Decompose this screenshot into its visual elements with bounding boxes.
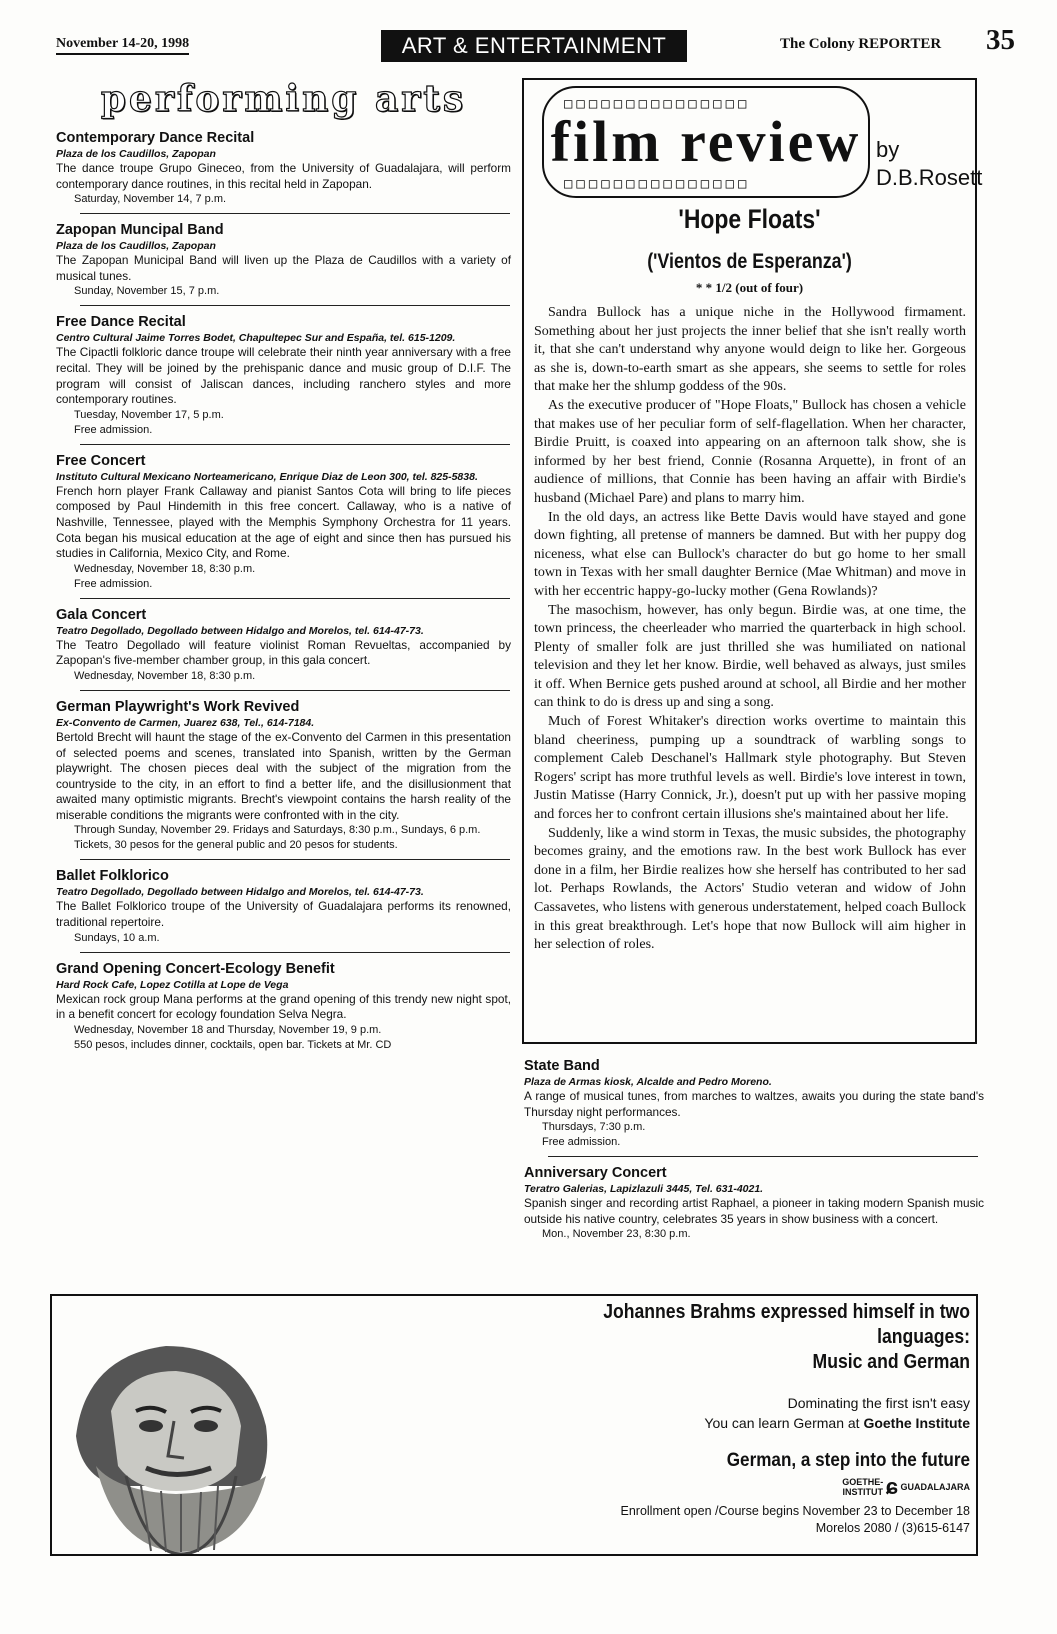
event-time: Wednesday, November 18, 8:30 p.m. bbox=[74, 562, 256, 575]
right-events-column bbox=[524, 1058, 984, 1242]
event-title: German Playwright's Work Revived bbox=[56, 698, 300, 715]
event-title: State Band bbox=[524, 1058, 600, 1074]
ad-address: Morelos 2080 / (3)615-6147 bbox=[815, 1521, 970, 1535]
event-title: Ballet Folklorico bbox=[56, 868, 169, 885]
event-description: A range of musical tunes, from marches to waltzes, awaits you during the state band's Thursday night performances. bbox=[524, 1089, 984, 1119]
movie-title: 'Hope Floats' bbox=[678, 204, 821, 234]
event-venue: Instituto Cultural Mexicano Norteamericano, Enrique Diaz de Leon 300, tel. 825-5838. bbox=[56, 470, 478, 483]
divider bbox=[80, 859, 510, 860]
movie-spanish-title: ('Vientos de Esperanza') bbox=[647, 250, 852, 273]
divider bbox=[80, 690, 510, 691]
event-tickets: 550 pesos, includes dinner, cocktails, open bar. Tickets at Mr. CD bbox=[74, 1038, 392, 1051]
event-description: French horn player Frank Callaway and pianist Santos Cota will bring to life pieces composed by Paul Hindemith in this free concert. Callaway, who is a native of Nashville, Tennessee, played with the Memphis Symphony Orchestra for 11 years. Cota began his musical education at the age of eight and since then has pursued his studies in California, Mexico City, and Rome. bbox=[56, 483, 511, 561]
logo-city: GUADALAJARA bbox=[900, 1482, 970, 1492]
event-tickets: Tickets, 30 pesos for the general public and 20 pesos for students. bbox=[74, 839, 398, 852]
ad-headline: Johannes Brahms expressed himself in two languages: bbox=[603, 1301, 970, 1348]
event-venue: Plaza de los Caudillos, Zapopan bbox=[56, 240, 216, 253]
ad-enrollment: Enrollment open /Course begins November 23 to December 18 bbox=[620, 1504, 970, 1518]
review-body bbox=[534, 304, 966, 955]
review-paragraph: Sandra Bullock has a unique niche in the Hollywood firmament. Something about her just projects the inner belief that she isn't really worth it, that she can't understand why anyone would deign to like her. Gorgeous as she is, down-to-earth smart as she appears, she seems to settle for roles that make her the shlump goddess of the 90s. bbox=[534, 305, 966, 395]
review-paragraph: In the old days, an actress like Bette Davis would have stayed and gone down fighting, all pretense of manners be damned. But with her puppy dog niceness, what else can Bullock's character do but go home to her small town in Texas with her small daughter Bernice (Mae Whitman) and move in with her eccentric happy-go-lucky mother (Gena Rowlands)? bbox=[534, 509, 966, 599]
event-venue: Teratro Galerias, Lapizlazuli 3445, Tel. 631-4021. bbox=[524, 1183, 764, 1196]
event-description: The Cipactli folkloric dance troupe will celebrate their ninth year anniversary with a free recital. They will be joined by the prehispanic dance and music group of D.I.F. The program will consist of Jaliscan dances, including ranchero styles and more contemporary routines. bbox=[56, 345, 511, 407]
event-item bbox=[524, 1165, 984, 1242]
goethe-logo-icon: ɕ bbox=[885, 1474, 898, 1499]
review-byline bbox=[876, 136, 982, 192]
ad-line-text: You can learn German at bbox=[704, 1415, 864, 1431]
event-venue: Teatro Degollado, Degollado between Hidalgo and Morelos, tel. 614-47-73. bbox=[56, 886, 424, 899]
event-time: Tuesday, November 17, 5 p.m. bbox=[74, 408, 224, 421]
event-title: Grand Opening Concert-Ecology Benefit bbox=[56, 960, 335, 977]
event-title: Free Concert bbox=[56, 452, 146, 469]
event-item bbox=[56, 453, 511, 592]
event-item bbox=[56, 607, 511, 684]
event-time: Sundays, 10 a.m. bbox=[74, 931, 160, 944]
event-admission: Free admission. bbox=[74, 423, 153, 436]
film-review-box bbox=[522, 78, 983, 1044]
event-time: Mon., November 23, 8:30 p.m. bbox=[542, 1228, 691, 1241]
event-item bbox=[56, 130, 511, 207]
review-author: D.B.Rosett bbox=[876, 165, 983, 190]
divider bbox=[80, 305, 510, 306]
decorative-boxes-top: □□□□□□□□□□□□□□□ bbox=[564, 96, 751, 112]
event-description: Bertold Brecht will haunt the stage of the ex-Convento del Carmen in this presentation of selected poems and scenes, translated into Spanish, written by the German playwright. The chosen pieces deal with the subject of the migration from the countryside to the city, in an effort to find a better life, and the disillusionment that awaited many optimistic migrants. Brecht's viewpoint contains the harsh reality of the miserable conditions the migrants were confronted with in the city. bbox=[56, 729, 511, 822]
byline-by: by bbox=[876, 137, 900, 162]
event-time: Thursdays, 7:30 p.m. bbox=[542, 1121, 646, 1134]
event-venue: Centro Cultural Jaime Torres Bodet, Chapultepec Sur and España, tel. 615-1209. bbox=[56, 332, 456, 345]
review-paragraph: Much of Forest Whitaker's direction works overtime to maintain this bland cheeriness, pumping up a soundtrack of warbling songs to complement Caleb Deschanel's Hallmark style photography. But Steven Rogers' script has more truthful levels as well. Birdie's love interest in town, Justin Matisse (Harry Connick, Jr.), doesn't put up with her passive moping and forces her to confront certain illusions she's maintained about her life. bbox=[534, 714, 966, 823]
ad-slogan: German, a step into the future bbox=[726, 1450, 970, 1471]
divider bbox=[80, 598, 510, 599]
ad-copy bbox=[490, 1300, 970, 1537]
event-item bbox=[56, 699, 511, 854]
event-description: The Ballet Folklorico troupe of the University of Guadalajara performs its renowned, traditional repertoire. bbox=[56, 899, 511, 930]
goethe-logo bbox=[842, 1474, 970, 1499]
event-admission: Free admission. bbox=[542, 1136, 621, 1149]
event-venue: Teatro Degollado, Degollado between Hidalgo and Morelos, tel. 614-47-73. bbox=[56, 624, 424, 637]
performing-arts-column bbox=[56, 78, 511, 1053]
event-time: Wednesday, November 18, 8:30 p.m. bbox=[74, 669, 256, 682]
page-number: 35 bbox=[986, 24, 1015, 56]
event-description: Mexican rock group Mana performs at the grand opening of this trendy new night spot, in a benefit concert for ecology foundation Selva Negra. bbox=[56, 991, 511, 1022]
event-time: Sunday, November 15, 7 p.m. bbox=[74, 285, 220, 298]
event-description: The dance troupe Grupo Gineceo, from the University of Guadalajara, will perform contemporary dance routines, in this recital held in Zapopan. bbox=[56, 161, 511, 191]
event-title: Contemporary Dance Recital bbox=[56, 130, 255, 146]
ad-line: Dominating the first isn't easy bbox=[787, 1395, 970, 1411]
logo-institut: INSTITUT bbox=[842, 1487, 883, 1497]
movie-rating: * * 1/2 (out of four) bbox=[695, 280, 804, 295]
divider bbox=[548, 1156, 978, 1157]
review-paragraph: As the executive producer of "Hope Floats," Bullock has chosen a vehicle that makes use of her peculiar form of self-flagellation. When her character, Birdie Pruitt, is coaxed into appearing on an afternoon talk show, she is informed by her best friend, Connie (Rosanna Arquette), in front of an audience of millions, that Connie has been having an affair with Birdie's husband (Michael Pare) and plans to marry him. bbox=[534, 397, 966, 506]
film-review-badge bbox=[542, 86, 870, 198]
divider bbox=[80, 952, 510, 953]
performing-arts-title: performing arts bbox=[100, 78, 467, 120]
event-title: Anniversary Concert bbox=[524, 1165, 667, 1182]
event-item bbox=[56, 961, 511, 1053]
event-item bbox=[56, 314, 511, 437]
event-item bbox=[524, 1058, 984, 1150]
logo-goethe: GOETHE- bbox=[842, 1477, 884, 1487]
event-description: Spanish singer and recording artist Raphael, a pioneer in taking modern Spanish music outside his native country, celebrates 35 years in show business with a concert. bbox=[524, 1196, 984, 1226]
page-header bbox=[56, 24, 1016, 62]
brahms-portrait-illustration bbox=[56, 1316, 292, 1554]
ad-institute-name: Goethe Institute bbox=[863, 1415, 970, 1431]
ad-line bbox=[490, 1413, 970, 1433]
review-paragraph: The masochism, however, has only begun. Birdie was, at one time, the town princess, the cheerleader who married the quarterback in high school. Plenty of smaller folk are just thrilled she was humiliated on national television and they let her know. Birdie, well behaved as always, just smiles it off. When Bernice gets pushed around at school, all Birdie and her mother can think to do is dress up and sing a song. bbox=[534, 602, 966, 711]
event-venue: Plaza de Armas kiosk, Alcalde and Pedro Moreno. bbox=[524, 1076, 772, 1088]
newspaper-name: The Colony REPORTER bbox=[780, 36, 942, 52]
review-paragraph: Suddenly, like a wind storm in Texas, the music subsides, the photography becomes grainy, and the emotions raw. In the best work Bullock has ever done in a film, her Birdie realizes how she herself has contributed to her sad lot. Perhaps Rowlands, the Actors' Studio veteran and widow of John Cassavetes, who listens with generous understatement, helped coach Bullock in this great breakthrough. Let's hope that now Bullock will aim higher in her selection of roles. bbox=[534, 825, 966, 953]
event-description: The Teatro Degollado will feature violinist Roman Revueltas, accompanied by Zapopan's five-member chamber group, in this gala concert. bbox=[56, 637, 511, 668]
divider bbox=[80, 213, 510, 214]
decorative-boxes-bottom: □□□□□□□□□□□□□□□ bbox=[564, 176, 751, 192]
event-description: The Zapopan Municipal Band will liven up the Plaza de Caudillos with a variety of musical tunes. bbox=[56, 253, 511, 283]
event-time: Saturday, November 14, 7 p.m. bbox=[74, 193, 227, 206]
ad-headline-2: Music and German bbox=[812, 1351, 970, 1373]
event-title: Gala Concert bbox=[56, 606, 147, 623]
event-admission: Free admission. bbox=[74, 577, 153, 590]
event-item bbox=[56, 868, 511, 945]
section-banner: ART & ENTERTAINMENT bbox=[381, 30, 687, 62]
film-review-heading: film review bbox=[550, 109, 862, 174]
event-venue: Ex-Convento de Carmen, Juarez 638, Tel., 614-7184. bbox=[56, 716, 315, 729]
event-venue: Hard Rock Cafe, Lopez Cotilla at Lope de Vega bbox=[56, 978, 289, 991]
issue-date: November 14-20, 1998 bbox=[56, 36, 189, 55]
event-item bbox=[56, 222, 511, 299]
divider bbox=[80, 444, 510, 445]
event-title: Free Dance Recital bbox=[56, 314, 186, 331]
event-time: Wednesday, November 18 and Thursday, November 19, 9 p.m. bbox=[74, 1023, 382, 1036]
event-title: Zapopan Muncipal Band bbox=[56, 222, 224, 239]
event-time: Through Sunday, November 29. Fridays and Saturdays, 8:30 p.m., Sundays, 6 p.m. bbox=[74, 824, 481, 837]
goethe-institute-ad bbox=[50, 1294, 978, 1556]
event-venue: Plaza de los Caudillos, Zapopan bbox=[56, 148, 216, 160]
